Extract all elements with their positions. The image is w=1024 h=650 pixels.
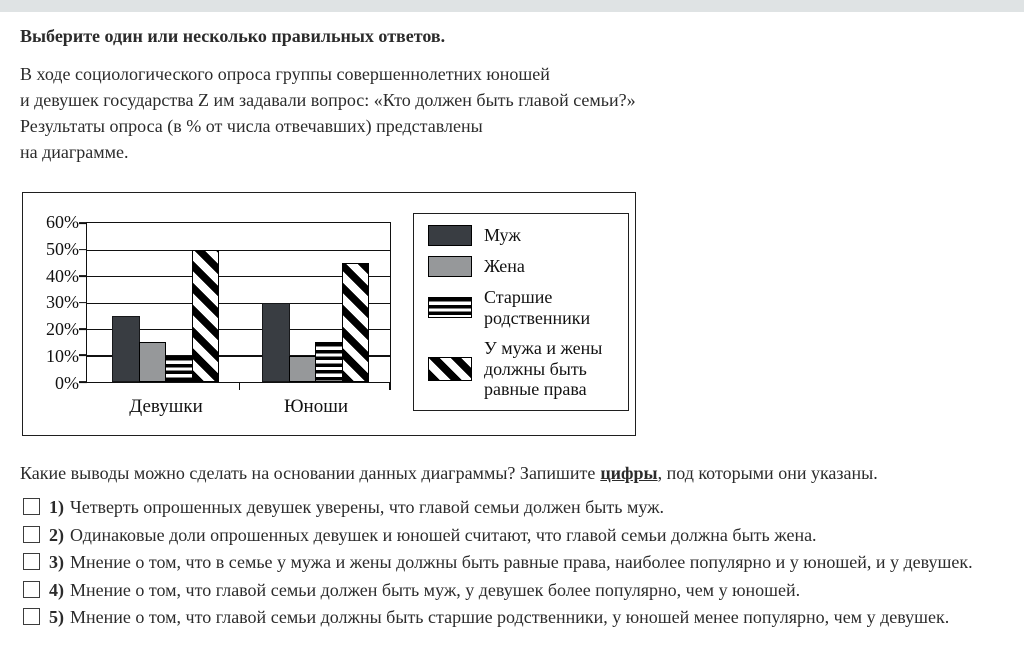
option-number-2: 2) (49, 524, 64, 545)
answer-option-2[interactable] (23, 526, 1013, 545)
legend-label-husband: Муж (484, 225, 521, 246)
top-strip (0, 0, 1024, 12)
option-text-3: Мнение о том, что в семье у мужа и жены должны быть равные права, наиболее популярно и у юношей, и у девушек. (70, 552, 973, 572)
bar-group-boys (262, 223, 372, 382)
y-tick-mark (79, 302, 87, 304)
option-checkbox-3[interactable] (23, 553, 40, 570)
y-tick-label: 40% (46, 266, 79, 286)
x-tick-mark-right (389, 382, 391, 390)
answer-option-5[interactable] (23, 608, 1013, 627)
option-text-2: Одинаковые доли опрошенных девушек и юношей считают, что главой семьи должна быть жена. (70, 524, 817, 545)
legend-label-equal-rights: У мужа и жены должны быть равные права (484, 338, 603, 400)
survey-bar-chart (22, 192, 636, 436)
bar-boys-elder-relatives (315, 342, 343, 382)
answer-options-list (23, 498, 1013, 636)
x-tick-mark-center (239, 382, 241, 390)
y-tick-label: 10% (46, 346, 79, 366)
intro-line-2: и девушек государства Z им задавали вопрос: «Кто должен быть главой семьи?» (20, 90, 636, 110)
legend-item-wife (428, 256, 620, 277)
y-tick-mark (79, 355, 87, 357)
bar-group-girls (112, 223, 222, 382)
y-tick-label: 20% (46, 319, 79, 339)
option-checkbox-5[interactable] (23, 608, 40, 625)
legend-item-equal-rights (428, 338, 620, 400)
y-tick-label: 50% (46, 239, 79, 259)
legend-swatch-equal-rights (428, 357, 472, 381)
option-number-5: 5) (49, 607, 64, 627)
question-prompt (20, 463, 878, 484)
y-tick-mark (79, 249, 87, 251)
y-tick-mark (79, 222, 87, 224)
instruction-heading: Выберите один или несколько правильных ответов. (20, 26, 446, 46)
intro-line-4: на диаграмме. (20, 142, 129, 162)
legend-item-elder-relatives (428, 287, 620, 328)
legend-label-wife: Жена (484, 256, 525, 277)
y-tick-mark (79, 328, 87, 330)
question-text-after: , под которыми они указаны. (657, 463, 878, 483)
chart-legend (413, 213, 629, 411)
category-label-boys: Юноши (284, 396, 348, 417)
option-text-1: Четверть опрошенных девушек уверены, что главой семьи должен быть муж. (70, 497, 665, 517)
bar-girls-elder-relatives (165, 356, 193, 383)
plot-area (86, 222, 391, 383)
legend-swatch-wife (428, 256, 472, 277)
option-number-4: 4) (49, 579, 64, 600)
y-tick-label: 30% (46, 292, 79, 312)
y-tick-label: 60% (46, 212, 79, 232)
answer-option-3[interactable] (23, 553, 1013, 572)
legend-label-elder-relatives: Старшие родственники (484, 287, 591, 328)
bar-girls-wife (139, 342, 167, 382)
intro-line-3: Результаты опроса (в % от числа отвечавших) представлены (20, 116, 483, 136)
legend-swatch-elder-relatives (428, 297, 472, 318)
option-checkbox-1[interactable] (23, 498, 40, 515)
y-tick-mark (79, 381, 87, 383)
option-checkbox-4[interactable] (23, 581, 40, 598)
question-keyword: цифры (600, 463, 658, 483)
intro-line-1: В ходе социологического опроса группы совершеннолетних юношей (20, 64, 550, 84)
legend-swatch-husband (428, 225, 472, 246)
option-number-1: 1) (49, 497, 64, 517)
answer-option-1[interactable] (23, 498, 1013, 517)
y-tick-mark (79, 275, 87, 277)
y-tick-label: 0% (55, 373, 79, 393)
bar-girls-equal-rights (192, 250, 220, 383)
category-label-girls: Девушки (129, 396, 203, 417)
option-number-3: 3) (49, 552, 64, 572)
legend-item-husband (428, 225, 620, 246)
bar-boys-equal-rights (342, 263, 370, 382)
option-checkbox-2[interactable] (23, 526, 40, 543)
option-text-5: Мнение о том, что главой семьи должны быть старшие родственники, у юношей менее популярно, чем у девушек. (70, 607, 950, 627)
question-intro-text (20, 61, 636, 165)
bar-boys-wife (289, 356, 317, 383)
answer-option-4[interactable] (23, 581, 1013, 600)
bar-girls-husband (112, 316, 140, 382)
question-text-before: Какие выводы можно сделать на основании данных диаграммы? Запишите (20, 463, 596, 483)
bar-boys-husband (262, 303, 290, 383)
option-text-4: Мнение о том, что главой семьи должен быть муж, у девушек более популярно, чем у юношей. (70, 579, 801, 600)
